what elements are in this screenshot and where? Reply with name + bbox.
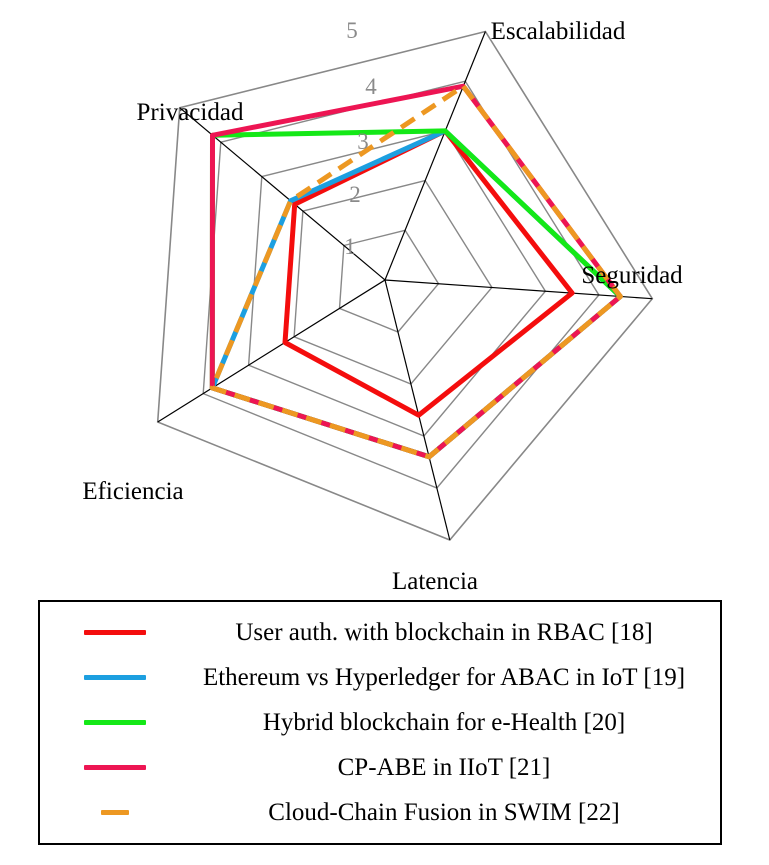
radar-tick-label: 5 [346, 18, 358, 43]
legend-item [40, 746, 720, 790]
chart-legend [38, 600, 722, 845]
radar-axis-line [385, 280, 450, 540]
legend-item-label: Hybrid blockchain for e-Health [20] [262, 708, 626, 736]
legend-item-label: Cloud-Chain Fusion in SWIM [22] [268, 798, 620, 826]
legend-color-swatch [84, 720, 146, 725]
radar-axis-label: Privacidad [136, 98, 244, 126]
legend-swatch-cell [40, 765, 190, 770]
legend-swatch-cell [40, 720, 190, 725]
legend-color-swatch [101, 810, 129, 815]
radar-tick-label: 2 [349, 182, 361, 207]
legend-swatch-cell [40, 810, 190, 815]
legend-item-label: User auth. with blockchain in RBAC [18] [235, 618, 653, 646]
legend-color-swatch [84, 765, 146, 770]
legend-item [40, 611, 720, 655]
radar-series-group [212, 86, 620, 457]
radar-tick-label: 3 [357, 129, 369, 154]
legend-swatch-cell [40, 630, 190, 635]
radar-tick-label: 1 [344, 234, 356, 259]
radar-axis-label: Seguridad [581, 261, 683, 289]
legend-item [40, 791, 720, 835]
legend-item [40, 701, 720, 745]
radar-axis-label: Escalabilidad [490, 17, 626, 45]
radar-tick-labels [344, 18, 377, 259]
legend-swatch-cell [40, 675, 190, 680]
radar-tick-label: 4 [365, 74, 377, 99]
radar-axis-label: Eficiencia [82, 477, 184, 505]
radar-axis-label: Latencia [391, 567, 479, 595]
legend-item [40, 656, 720, 700]
legend-item-label: Ethereum vs Hyperledger for ABAC in IoT [19] [202, 663, 686, 691]
radar-axis-line [158, 280, 385, 422]
legend-color-swatch [84, 675, 146, 680]
legend-color-swatch [84, 630, 146, 635]
legend-item-label: CP-ABE in IIoT [21] [337, 753, 551, 781]
